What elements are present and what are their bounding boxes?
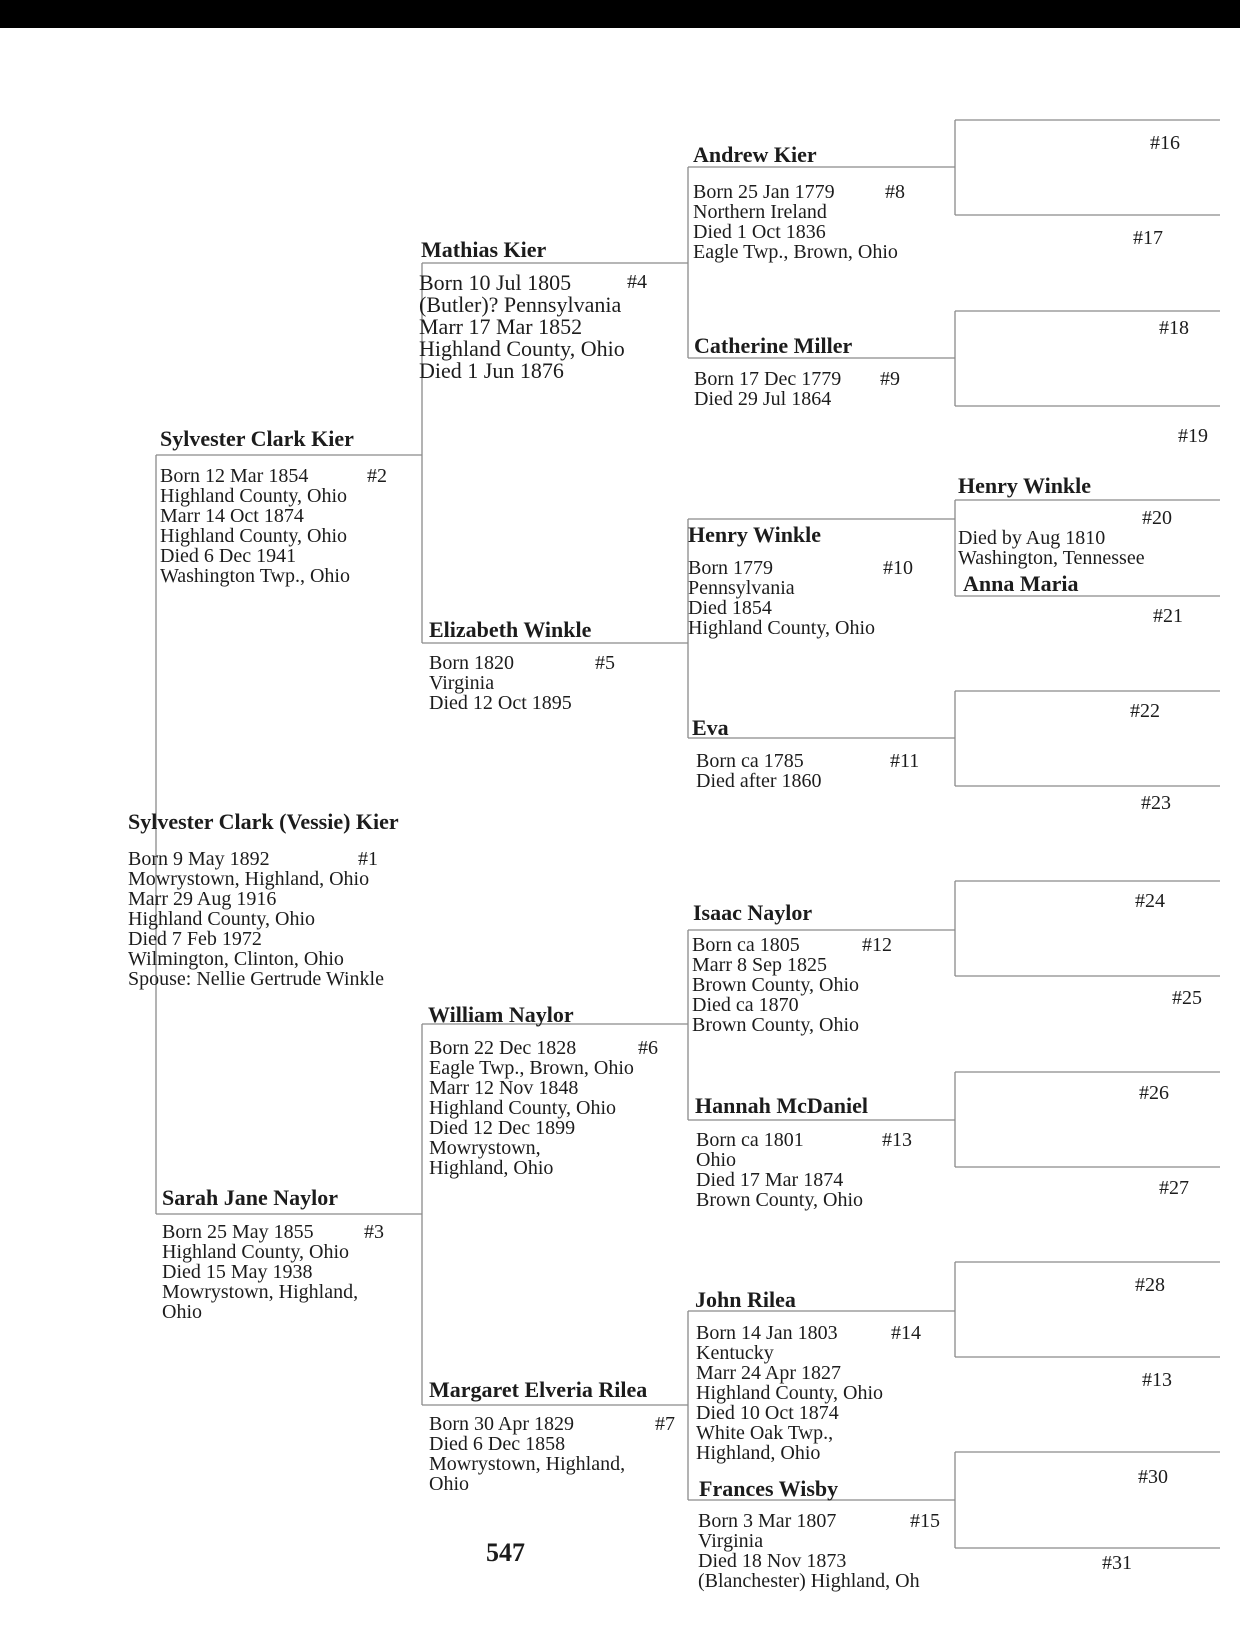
person-13-details: Born ca 1801 Ohio Died 17 Mar 1874 Brown County, Ohio bbox=[696, 1129, 864, 1211]
person-29-number: #13 bbox=[1142, 1369, 1172, 1391]
person-11-name: Eva bbox=[692, 715, 729, 740]
person-10-details: Born 1779 Pennsylvania Died 1854 Highland County, Ohio bbox=[688, 557, 876, 639]
person-13-number: #13 bbox=[882, 1129, 912, 1151]
person-5-name: Elizabeth Winkle bbox=[429, 617, 592, 642]
person-6-details: Born 22 Dec 1828 Eagle Twp., Brown, Ohio Marr 12 Nov 1848 Highland County, Ohio Died 12 Dec 1899 Mowrystown, Highland, Ohio bbox=[429, 1037, 634, 1179]
person-23-number: #23 bbox=[1141, 792, 1171, 814]
person-8-name: Andrew Kier bbox=[693, 142, 817, 167]
person-30-number: #30 bbox=[1138, 1466, 1168, 1488]
person-15-number: #15 bbox=[910, 1510, 940, 1532]
person-7-details: Born 30 Apr 1829 Died 6 Dec 1858 Mowrystown, Highland, Ohio bbox=[429, 1413, 626, 1495]
person-12-name: Isaac Naylor bbox=[693, 900, 813, 925]
person-6-name: William Naylor bbox=[428, 1002, 574, 1027]
person-15-name: Frances Wisby bbox=[699, 1476, 839, 1501]
person-3-number: #3 bbox=[364, 1221, 384, 1243]
person-19-number: #19 bbox=[1178, 425, 1208, 447]
person-8-number: #8 bbox=[885, 181, 905, 203]
person-21-name: Anna Maria bbox=[963, 571, 1079, 596]
page-number: 547 bbox=[486, 1538, 525, 1567]
person-20-details: Died by Aug 1810 Washington, Tennessee bbox=[958, 527, 1145, 569]
person-3-name: Sarah Jane Naylor bbox=[162, 1185, 338, 1210]
person-4-number: #4 bbox=[627, 271, 647, 293]
person-14-number: #14 bbox=[891, 1322, 921, 1344]
person-31-number: #31 bbox=[1102, 1552, 1132, 1574]
person-26-number: #26 bbox=[1139, 1082, 1169, 1104]
person-9-number: #9 bbox=[880, 368, 900, 390]
person-12-details: Born ca 1805 Marr 8 Sep 1825 Brown County, Ohio Died ca 1870 Brown County, Ohio bbox=[692, 934, 860, 1036]
person-16-number: #16 bbox=[1150, 132, 1180, 154]
person-5-details: Born 1820 Virginia Died 12 Oct 1895 bbox=[429, 652, 572, 714]
person-18-number: #18 bbox=[1159, 317, 1189, 339]
person-10-number: #10 bbox=[883, 557, 913, 579]
person-1-details: Born 9 May 1892 Mowrystown, Highland, Ohio Marr 29 Aug 1916 Highland County, Ohio Died 7 Feb 1972 Wilmington, Clinton, Ohio Spouse: Nellie Gertrude Winkle bbox=[128, 848, 384, 990]
person-7-number: #7 bbox=[655, 1413, 675, 1435]
person-11-number: #11 bbox=[890, 750, 920, 772]
person-14-name: John Rilea bbox=[695, 1287, 796, 1312]
person-14-details: Born 14 Jan 1803 Kentucky Marr 24 Apr 1827 Highland County, Ohio Died 10 Oct 1874 White Oak Twp., Highland, Ohio bbox=[696, 1322, 884, 1464]
person-28-number: #28 bbox=[1135, 1274, 1165, 1296]
person-1-number: #1 bbox=[358, 848, 378, 870]
person-25-number: #25 bbox=[1172, 987, 1202, 1009]
person-3-details: Born 25 May 1855 Highland County, Ohio Died 15 May 1938 Mowrystown, Highland, Ohio bbox=[162, 1221, 359, 1323]
person-6-number: #6 bbox=[638, 1037, 658, 1059]
person-8-details: Born 25 Jan 1779 Northern Ireland Died 1 Oct 1836 Eagle Twp., Brown, Ohio bbox=[693, 181, 898, 263]
person-22-number: #22 bbox=[1130, 700, 1160, 722]
person-24-number: #24 bbox=[1135, 890, 1165, 912]
person-2-number: #2 bbox=[367, 465, 387, 487]
person-2-name: Sylvester Clark Kier bbox=[160, 426, 354, 451]
person-20-name: Henry Winkle bbox=[958, 473, 1092, 498]
person-1-name: Sylvester Clark (Vessie) Kier bbox=[128, 809, 399, 834]
person-12-number: #12 bbox=[862, 934, 892, 956]
person-10-name: Henry Winkle bbox=[688, 522, 822, 547]
person-21-number: #21 bbox=[1153, 605, 1183, 627]
person-4-details: Born 10 Jul 1805 (Butler)? Pennsylvania Marr 17 Mar 1852 Highland County, Ohio Died 1 Jun 1876 bbox=[419, 270, 625, 383]
person-13-name: Hannah McDaniel bbox=[695, 1093, 868, 1118]
person-7-name: Margaret Elveria Rilea bbox=[429, 1377, 648, 1402]
person-9-name: Catherine Miller bbox=[694, 333, 853, 358]
person-27-number: #27 bbox=[1159, 1177, 1189, 1199]
person-20-number: #20 bbox=[1142, 507, 1172, 529]
person-4-name: Mathias Kier bbox=[421, 237, 547, 262]
person-17-number: #17 bbox=[1133, 227, 1163, 249]
person-5-number: #5 bbox=[595, 652, 615, 674]
person-2-details: Born 12 Mar 1854 Highland County, Ohio Marr 14 Oct 1874 Highland County, Ohio Died 6 Dec 1941 Washington Twp., Ohio bbox=[160, 465, 350, 587]
person-15-details: Born 3 Mar 1807 Virginia Died 18 Nov 1873 (Blanchester) Highland, Oh bbox=[698, 1510, 920, 1592]
person-9-details: Born 17 Dec 1779 Died 29 Jul 1864 bbox=[694, 368, 842, 410]
person-11-details: Born ca 1785 Died after 1860 bbox=[696, 750, 822, 792]
